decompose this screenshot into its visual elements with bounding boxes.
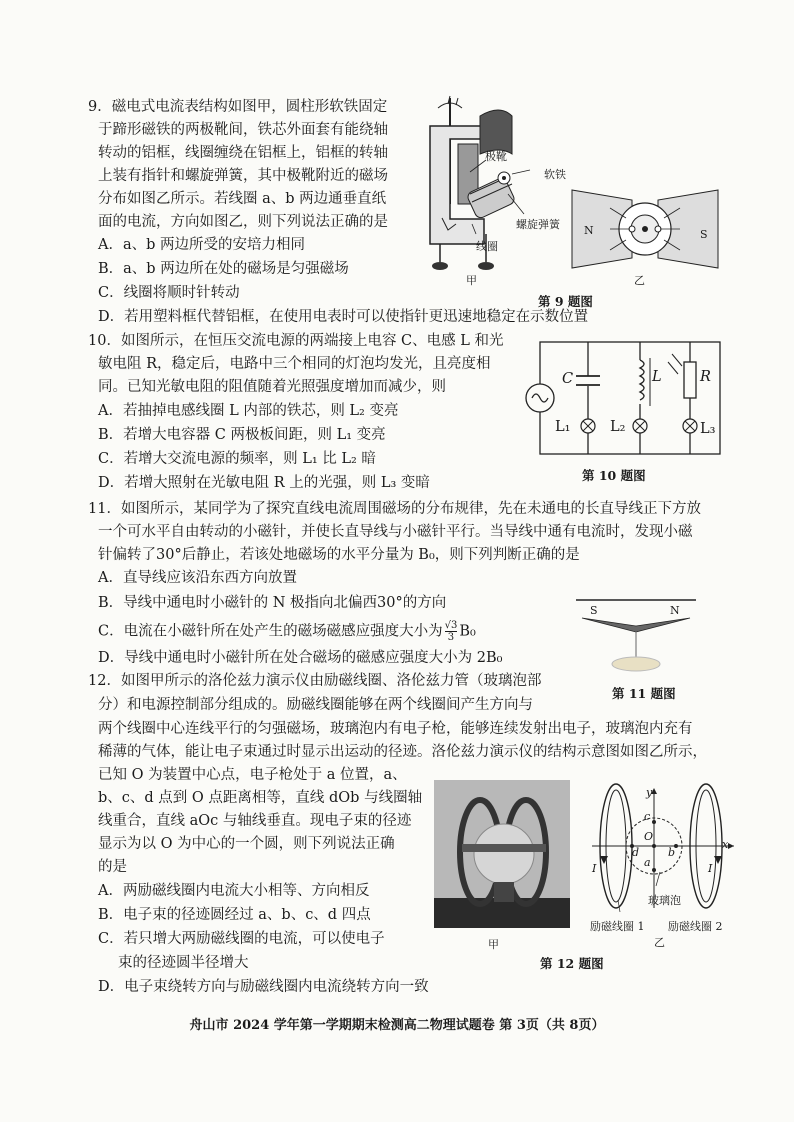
q12-line-6: b、c、d 点到 O 点距离相等，直线 dOb 与线圈轴 <box>98 790 423 806</box>
q12-label-bulb: 玻璃泡 <box>648 894 681 907</box>
q12-label-current-2: I <box>708 862 713 875</box>
q11-line-3: 针偏转了30°后静止，若该处地磁场的水平分量为 B₀，则下列判断正确的是 <box>98 547 580 563</box>
q10-label-l1: L₁ <box>555 419 571 435</box>
q12-label-b: b <box>668 846 676 859</box>
q9-line-2: 于蹄形磁铁的两极靴间，铁芯外面套有能绕轴 <box>98 122 388 138</box>
q12-line-4: 稀薄的气体，能让电子束通过时显示出运动的径迹。洛伦兹力演示仪的结构示意图如图乙所示， <box>98 744 707 760</box>
q9-option-a: A．a、b 两边所受的安培力相同 <box>98 237 306 253</box>
q12-option-c-cont: 束的径迹圆半径增大 <box>118 955 249 971</box>
q10-option-d: D．若增大照射在光敏电阻 R 上的光强，则 L₃ 变暗 <box>98 475 430 491</box>
q11-line-2: 一个可水平自由转动的小磁针，并使长直导线与小磁针平行。当导线中通有电流时，发现小磁 <box>98 524 693 540</box>
q9-line-3: 转动的铝框，线圈缠绕在铝框上，铝框的转轴 <box>98 145 388 161</box>
q11-option-c-numerator: √3 <box>444 620 458 631</box>
q11-label-s: S <box>590 604 598 617</box>
q9-line-1: 9．磁电式电流表结构如图甲，圆柱形软铁固定 <box>88 99 388 115</box>
q11-option-c-fraction <box>445 620 458 643</box>
q12-figure-jia-photo <box>434 780 570 928</box>
q10-caption: 第 10 题图 <box>582 468 646 483</box>
q9-label-yi: 乙 <box>634 274 645 287</box>
q10-label-l3: L₃ <box>700 421 716 437</box>
q9-caption: 第 9 题图 <box>538 294 593 309</box>
q12-line-7: 线重合，直线 aOc 与轴线垂直。现电子束的径迹 <box>98 813 412 829</box>
q11-caption: 第 11 题图 <box>612 686 676 701</box>
q10-label-l: L <box>652 369 662 385</box>
q11-option-a: A．直导线应该沿东西方向放置 <box>98 570 297 586</box>
q12-line-9: 的是 <box>98 859 127 875</box>
q10-label-c: C <box>562 371 574 387</box>
q10-line-1: 10．如图所示，在恒压交流电源的两端接上电容 C、电感 L 和光 <box>88 333 504 349</box>
q9-figure-jia <box>420 94 560 286</box>
q12-option-b: B．电子束的径迹圆经过 a、b、c、d 四点 <box>98 907 371 923</box>
q11-option-c-unit: B₀ <box>459 623 476 640</box>
q12-line-1: 12．如图甲所示的洛伦兹力演示仪由励磁线圈、洛伦兹力管（玻璃泡部 <box>88 673 542 689</box>
q10-figure-circuit <box>512 338 724 460</box>
q9-option-c: C．线圈将顺时针转动 <box>98 285 240 301</box>
q12-option-a: A．两励磁线圈内电流大小相等、方向相反 <box>98 883 370 899</box>
q12-label-y: y <box>646 786 653 799</box>
q12-line-8: 显示为以 O 为中心的一个圆，则下列说法正确 <box>98 836 395 852</box>
q9-label-n: N <box>584 224 594 237</box>
q12-label-c: c <box>644 810 651 823</box>
q12-label-o: O <box>644 830 654 843</box>
q11-option-d: D．导线中通电时小磁针所在处合磁场的磁感应强度大小为 2B₀ <box>98 650 503 666</box>
q12-option-c: C．若只增大两励磁线圈的电流，可以使电子 <box>98 931 385 947</box>
q12-line-3: 两个线圈中心连线平行的匀强磁场，玻璃泡内有电子枪，能够连续发射出电子，玻璃泡内充有 <box>98 721 693 737</box>
q10-line-3: 同。已知光敏电阻的阻值随着光照强度增加而减少，则 <box>98 379 446 395</box>
q12-line-5: 已知 O 为装置中心点，电子枪处于 a 位置，a、 <box>98 767 407 783</box>
q11-option-c-text: C．电流在小磁针所在处产生的磁场磁感应强度大小为 <box>98 623 443 640</box>
q10-option-c: C．若增大交流电源的频率，则 L₁ 比 L₂ 暗 <box>98 451 376 467</box>
q12-label-jia: 甲 <box>488 938 499 951</box>
q12-label-coil-1: 励磁线圈 1 <box>590 920 645 933</box>
q9-label-s: S <box>700 228 708 241</box>
q9-label-pole: 极靴 <box>485 150 507 163</box>
q11-line-1: 11．如图所示，某同学为了探究直线电流周围磁场的分布规律，先在未通电的长直导线正下方放 <box>88 501 701 517</box>
q10-label-r: R <box>700 369 711 385</box>
q9-line-4: 上装有指针和螺旋弹簧，其中极靴附近的磁场 <box>98 168 388 184</box>
q9-option-b: B．a、b 两边所在处的磁场是匀强磁场 <box>98 261 349 277</box>
q12-label-d: d <box>632 846 640 859</box>
q9-label-spring: 螺旋弹簧 <box>516 218 560 231</box>
q12-label-x: x <box>722 838 729 851</box>
q9-line-5: 分布如图乙所示。若线圈 a、b 两边通垂直纸 <box>98 191 387 207</box>
q12-label-yi: 乙 <box>654 936 665 949</box>
q9-option-d: D．若用塑料框代替铝框，在使用电表时可以使指针更迅速地稳定在示数位置 <box>98 309 589 325</box>
q11-option-b: B．导线中通电时小磁针的 N 极指向北偏西30°的方向 <box>98 595 447 611</box>
q11-option-c-denominator: 3 <box>447 632 455 643</box>
q9-line-6: 面的电流，方向如图乙，则下列说法正确的是 <box>98 214 388 230</box>
q12-caption: 第 12 题图 <box>540 956 604 971</box>
q9-label-iron: 软铁 <box>544 168 566 181</box>
q9-label-coil: 线圈 <box>476 240 498 253</box>
q9-label-jia: 甲 <box>466 274 477 287</box>
q12-label-a: a <box>644 856 651 869</box>
q12-line-2: 分）和电源控制部分组成的。励磁线圈能够在两个线圈间产生方向与 <box>98 697 533 713</box>
q11-option-c <box>98 620 476 643</box>
q10-label-l2: L₂ <box>610 419 626 435</box>
q10-option-b: B．若增大电容器 C 两极板间距，则 L₁ 变亮 <box>98 427 386 443</box>
q11-label-n: N <box>670 604 680 617</box>
page-footer: 舟山市 2024 学年第一学期期末检测高二物理试题卷 第 3页（共 8页） <box>189 1018 605 1033</box>
q12-label-current-1: I <box>592 862 597 875</box>
q10-line-2: 敏电阻 R，稳定后，电路中三个相同的灯泡均发光，且亮度相 <box>98 356 491 372</box>
q12-option-d: D．电子束绕转方向与励磁线圈内电流绕转方向一致 <box>98 979 429 995</box>
q10-option-a: A．若抽掉电感线圈 L 内部的铁芯，则 L₂ 变亮 <box>98 403 399 419</box>
q12-label-coil-2: 励磁线圈 2 <box>668 920 723 933</box>
